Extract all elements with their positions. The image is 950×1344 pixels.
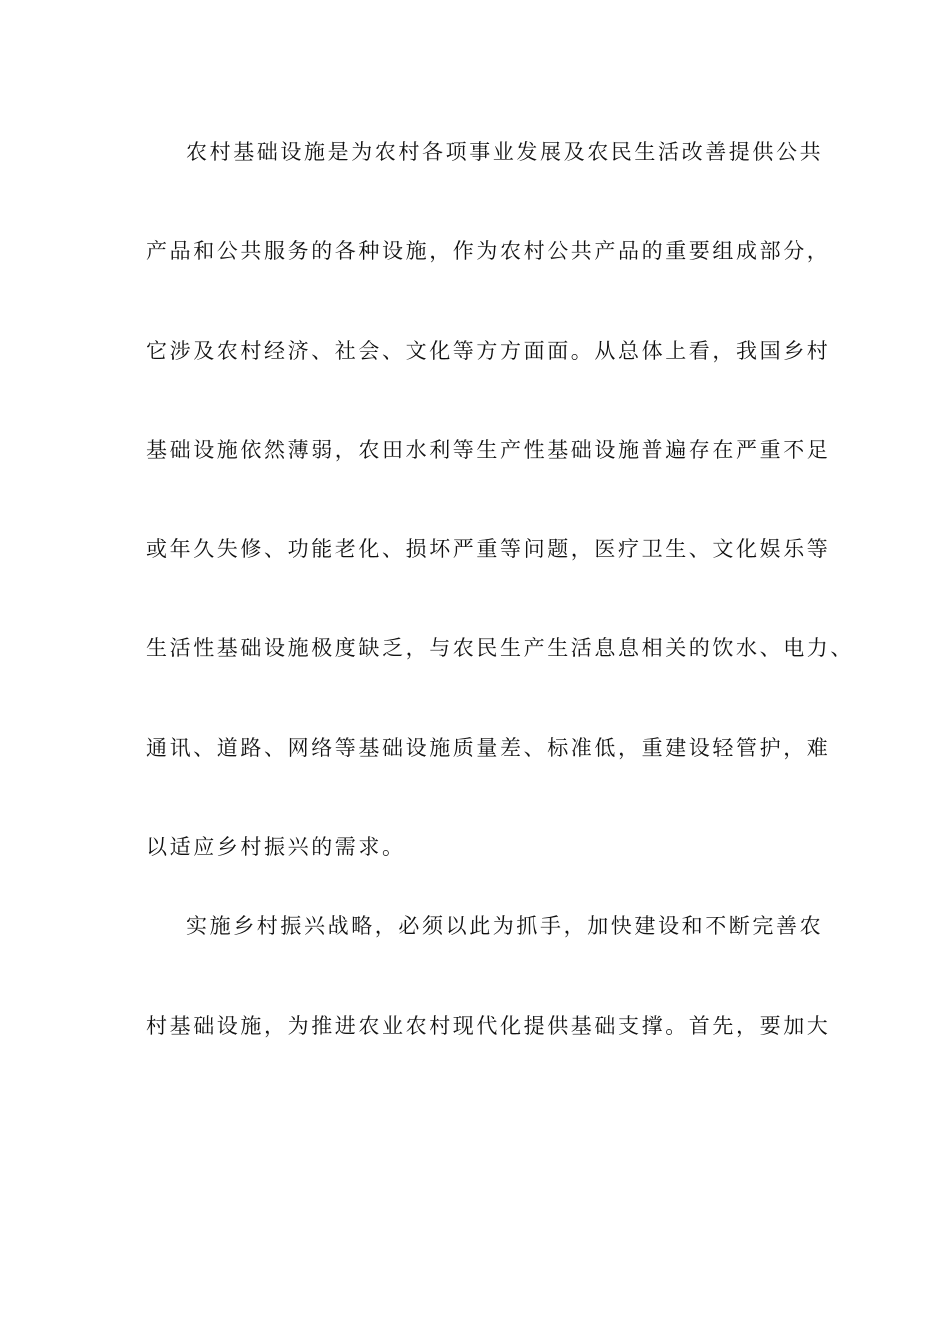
paragraph-1-line-1: 农村基础设施是为农村各项事业发展及农民生活改善提供公共: [186, 140, 824, 164]
paragraph-2-line-1: 实施乡村振兴战略，必须以此为抓手，加快建设和不断完善农: [186, 914, 824, 938]
paragraph-2-line-2: 村基础设施，为推进农业农村现代化提供基础支撑。首先，要加大: [146, 1014, 831, 1038]
paragraph-1-line-4: 基础设施依然薄弱，农田水利等生产性基础设施普遍存在严重不足: [146, 438, 831, 462]
paragraph-1-line-5: 或年久失修、功能老化、损坏严重等问题，医疗卫生、文化娱乐等: [146, 537, 831, 561]
paragraph-1-line-3: 它涉及农村经济、社会、文化等方方面面。从总体上看，我国乡村: [146, 339, 831, 363]
paragraph-1-line-2: 产品和公共服务的各种设施，作为农村公共产品的重要组成部分，: [146, 239, 831, 263]
paragraph-1-line-8: 以适应乡村振兴的需求。: [146, 835, 406, 859]
paragraph-1-line-7: 通讯、道路、网络等基础设施质量差、标准低，重建设轻管护，难: [146, 736, 831, 760]
paragraph-1-line-6: 生活性基础设施极度缺乏，与农民生产生活息息相关的饮水、电力、: [146, 636, 854, 660]
